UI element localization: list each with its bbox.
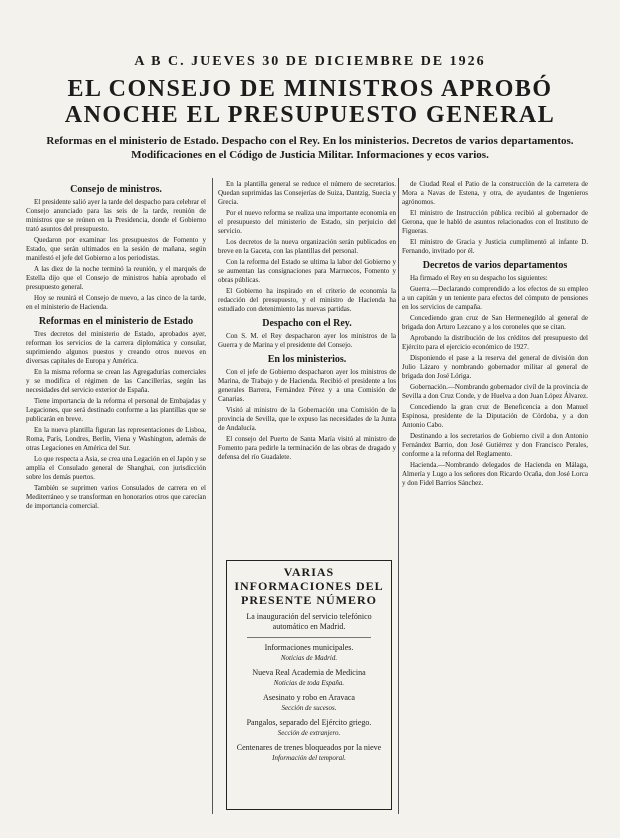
- index-entry-section: Noticias de toda España.: [273, 679, 345, 687]
- index-entry: [233, 743, 385, 763]
- paragraph: En la nueva plantilla figuran las representaciones de Lisboa, Roma, París, Londres, Berlín, Viena y Washington, además de otras Legaciones en América del Sur.: [26, 426, 206, 452]
- index-entry-section: Sección de sucesos.: [281, 704, 337, 712]
- masthead: A B C. JUEVES 30 DE DICIEMBRE DE 1926: [134, 54, 486, 69]
- index-divider: [247, 637, 371, 638]
- paragraph: En la plantilla general se reduce el número de secretarios. Quedan suprimidas las Consejerías de Suiza, Dantzig, Suecia y Grecia.: [218, 180, 396, 206]
- paragraph: Aprobando la distribución de los créditos del presupuesto del Ejército para el ejercicio económico de 1927.: [402, 334, 588, 351]
- paragraph: También se suprimen varios Consulados de carrera en el Mediterráneo y se transforman en honorarios otros que carecían de importancia comercial.: [26, 484, 206, 510]
- index-entry: [233, 668, 385, 688]
- paragraph: Los decretos de la nueva organización serán publicados en breve en la Gaceta, con las plantillas del personal.: [218, 238, 396, 255]
- index-entry: [233, 718, 385, 738]
- section-heading: En los ministerios.: [267, 354, 347, 365]
- paragraph: Concediendo gran cruz de San Hermenegildo al general de brigada don Arturo Lezcano y a los coroneles que se citan.: [402, 314, 588, 331]
- paragraph: Visitó al ministro de la Gobernación una Comisión de la provincia de Sevilla, que le expuso las necesidades de la Junta de Andalucía.: [218, 406, 396, 432]
- section-heading: Consejo de ministros.: [70, 184, 162, 195]
- column-divider: [398, 178, 399, 814]
- paragraph: El Gobierno ha inspirado en el criterio de economía la redacción del presupuesto, y el ministro de Hacienda ha estudiado con detenimiento las nuevas partidas.: [218, 287, 396, 313]
- index-entry-section: Información del temporal.: [272, 754, 346, 762]
- index-box-title: VARIAS INFORMACIONES DEL PRESENTE NÚMERO: [234, 565, 384, 607]
- index-entry-section: Noticias de Madrid.: [280, 654, 338, 662]
- paragraph: Tiene importancia de la reforma el personal de Embajadas y Legaciones, que será destinado conforme a las plantillas que se publicarán en breve.: [26, 397, 206, 423]
- index-entry-title: Informaciones municipales.: [264, 643, 354, 652]
- index-entry: [233, 612, 385, 632]
- index-entry-title: Nueva Real Academia de Medicina: [252, 668, 366, 677]
- paragraph: El consejo del Puerto de Santa María visitó al ministro de Fomento para pedirle la terminación de las obras de dragado y defensa del río Guadalete.: [218, 435, 396, 461]
- index-entry-title: Centenares de trenes bloqueados por la nieve: [236, 743, 382, 752]
- column-3: [402, 180, 588, 810]
- section-heading: Despacho con el Rey.: [262, 318, 352, 329]
- index-entry-title: Pangalos, separado del Ejército griego.: [246, 718, 372, 727]
- paragraph: El ministro de Instrucción pública recibió al gobernador de Gerona, que le habló de asuntos relacionados con el Instituto de Figueras.: [402, 209, 588, 235]
- subhead: Reformas en el ministerio de Estado. Despacho con el Rey. En los ministerios. Decretos de varios departamentos. Modificaciones en el Código de Justicia Militar. Informaciones y ecos varios.: [46, 135, 574, 161]
- paragraph: A las diez de la noche terminó la reunión, y el marqués de Estella dijo que el Consejo de ministros había aprobado el presupuesto general.: [26, 265, 206, 291]
- index-entry-section: Sección de extranjero.: [277, 729, 341, 737]
- column-1: [26, 180, 206, 810]
- paragraph: Hoy se reunirá el Consejo de nuevo, a las cinco de la tarde, en el ministerio de Hacienda.: [26, 294, 206, 311]
- index-entry: [233, 643, 385, 663]
- paragraph: Ha firmado el Rey en su despacho los siguientes:: [410, 274, 548, 282]
- paragraph: Tres decretos del ministerio de Estado, aprobados ayer, reforman los servicios de la carrera diplomática y consular, suprimiendo algunos puestos y creando otros nuevos en diversas capitales de Europa y América.: [26, 330, 206, 365]
- paragraph: El presidente salió ayer la tarde del despacho para celebrar el Consejo anunciado para las seis de la tarde, reunión de ministros que se reúnen en la Presidencia, donde el Gobierno trató asuntos del presupuesto.: [26, 198, 206, 233]
- paragraph: Gobernación.—Nombrando gobernador civil de la provincia de Sevilla a don Cruz Conde, y de Huelva a don Juan López Álvarez.: [402, 383, 588, 400]
- paragraph: Hacienda.—Nombrando delegados de Hacienda en Málaga, Almería y Lugo a los señores don Ricardo Ocaña, don José Lorca y don Fidel Barrios Sánchez.: [402, 461, 588, 487]
- paragraph: Destinando a los secretarios de Gobierno civil a don Antonio Fernández Barrio, don José Gutiérrez y don Francisco Perales, conforme a la reforma del Reglamento.: [402, 432, 588, 458]
- paragraph: Guerra.—Declarando comprendido a los efectos de su empleo a un capitán y un teniente para efectos del cómputo de pensiones en los servicios de campaña.: [402, 285, 588, 311]
- paragraph: El ministro de Gracia y Justicia cumplimentó al infante D. Fernando, invitado por él.: [402, 238, 588, 255]
- paragraph: Concediendo la gran cruz de Beneficencia a don Manuel Espinosa, presidente de la Diputación de Córdoba, y a don Antonio Cabo.: [402, 403, 588, 429]
- index-entry: [233, 693, 385, 713]
- index-entry-title: La inauguración del servicio telefónico automático en Madrid.: [246, 612, 372, 631]
- index-entry-title: Asesinato y robo en Aravaca: [263, 693, 355, 702]
- section-heading: Reformas en el ministerio de Estado: [38, 316, 194, 327]
- paragraph: Con la reforma del Estado se ultima la labor del Gobierno y se aumentan las consignaciones para Marruecos, Fomento y obras públicas.: [218, 258, 396, 284]
- headline: EL CONSEJO DE MINISTROS APROBÓ ANOCHE EL PRESUPUESTO GENERAL: [64, 76, 556, 128]
- section-heading: Decretos de varios departamentos: [422, 260, 568, 271]
- paragraph: Con S. M. el Rey despacharon ayer los ministros de la Guerra y de Marina y el presidente del Consejo.: [218, 332, 396, 349]
- paragraph: Quedaron por examinar los presupuestos de Fomento y Estado, que serán ultimados en la sesión de mañana, según manifestó el jefe del Gobierno a los periodistas.: [26, 236, 206, 262]
- paragraph: Con el jefe de Gobierno despacharon ayer los ministros de Marina, de Trabajo y de Hacienda. Recibió el presidente a los generales Barrera, Fernández Pérez y a una Comisión de Canarias.: [218, 368, 396, 403]
- paragraph: Por el nuevo reforma se realiza una importante economía en el presupuesto del ministerio de Estado, sin perjuicio del servicio.: [218, 209, 396, 235]
- column-divider: [212, 178, 213, 814]
- paragraph: Lo que respecta a Asia, se crea una Legación en el Japón y se amplía el Consulado general de Shanghai, con jurisdicción sobre los demás puertos.: [26, 455, 206, 481]
- paragraph: de Ciudad Real el Patio de la construcción de la carretera de Mora a Navas de Estena, y otra, de ayudantes de Ingenieros agrónomos.: [402, 180, 588, 206]
- index-box: [226, 560, 392, 810]
- paragraph: En la misma reforma se crean las Agregadurías comerciales y se modifica el régimen de las Cancillerías, según las necesidades del servicio exterior de España.: [26, 368, 206, 394]
- paragraph: Disponiendo el pase a la reserva del general de división don Julio Lázaro y nombrando gobernador militar al general de brigada don José Lóriga.: [402, 354, 588, 380]
